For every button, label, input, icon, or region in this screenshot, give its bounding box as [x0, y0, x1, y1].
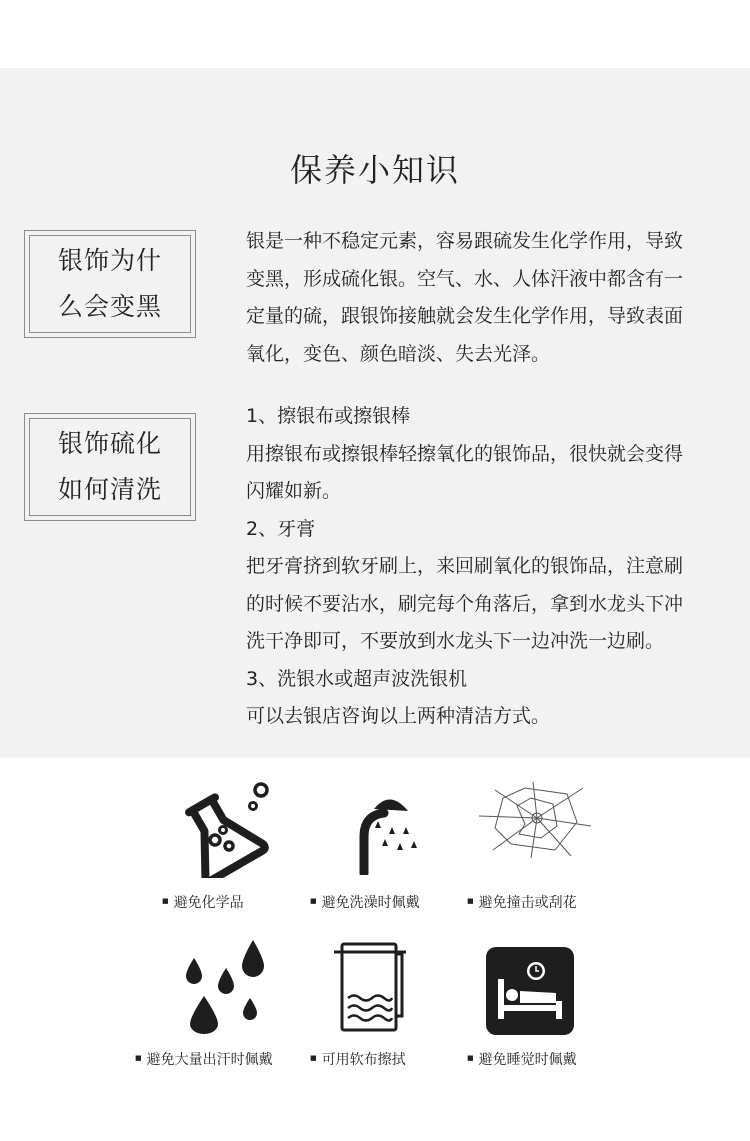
paragraph-line: 定量的硫，跟银饰接触就会发生化学作用，导致表面	[246, 305, 684, 327]
sweat-drops-icon	[140, 940, 290, 1035]
paragraph-line: 用擦银布或擦银棒轻擦氧化的银饰品，很快就会变得	[246, 442, 684, 465]
label-line: 银饰硫化	[57, 429, 162, 458]
paragraph-line: 2、牙膏	[246, 517, 316, 540]
icon-caption: ■ 避免大量出汗时佩戴	[135, 1049, 273, 1069]
paragraph-line: 把牙膏挤到软牙刷上，来回刷氧化的银饰品，注意刷	[246, 555, 684, 577]
paragraph-line: 氧化，变色、颜色暗淡、失去光泽。	[246, 342, 551, 365]
label-line: 如何清洗	[57, 475, 162, 504]
label-why-silver-darkens	[24, 230, 196, 338]
sleep-bed-icon	[455, 945, 605, 1037]
towel-icon	[295, 938, 445, 1034]
label-how-to-clean	[24, 413, 196, 521]
label-line: 银饰为什	[57, 246, 162, 275]
cracked-glass-icon	[460, 780, 610, 860]
paragraph-line: 1、擦银布或擦银棒	[246, 405, 411, 427]
page-title: 保养小知识	[289, 151, 460, 189]
paragraph-line: 变黑，形成硫化银。空气、水、人体汗液中都含有一	[246, 267, 684, 290]
icon-caption: ■ 避免洗澡时佩戴	[310, 892, 420, 912]
cleaning-methods-paragraph	[246, 398, 726, 736]
paragraph-line: 3、洗银水或超声波洗银机	[246, 667, 468, 690]
icon-caption: ■ 避免化学品	[162, 892, 244, 912]
why-darkens-paragraph	[246, 223, 726, 373]
icon-caption: ■ 避免睡觉时佩戴	[467, 1049, 577, 1069]
top-margin	[0, 0, 750, 68]
paragraph-line: 闪耀如新。	[246, 480, 342, 502]
label-line: 么会变黑	[57, 292, 162, 321]
paragraph-line: 洗干净即可，不要放到水龙头下一边冲洗一边刷。	[246, 630, 665, 652]
icon-caption: ■ 避免撞击或刮花	[467, 892, 577, 912]
paragraph-line: 可以去银店咨询以上两种清洁方式。	[246, 705, 551, 727]
icon-caption: ■ 可用软布擦拭	[310, 1049, 406, 1069]
shower-icon	[300, 785, 450, 875]
paragraph-line: 银是一种不稳定元素，容易跟硫发生化学作用，导致	[246, 230, 684, 252]
chemical-flask-icon	[145, 778, 295, 878]
paragraph-line: 的时候不要沾水，刷完每个角落后，拿到水龙头下冲	[246, 592, 684, 615]
